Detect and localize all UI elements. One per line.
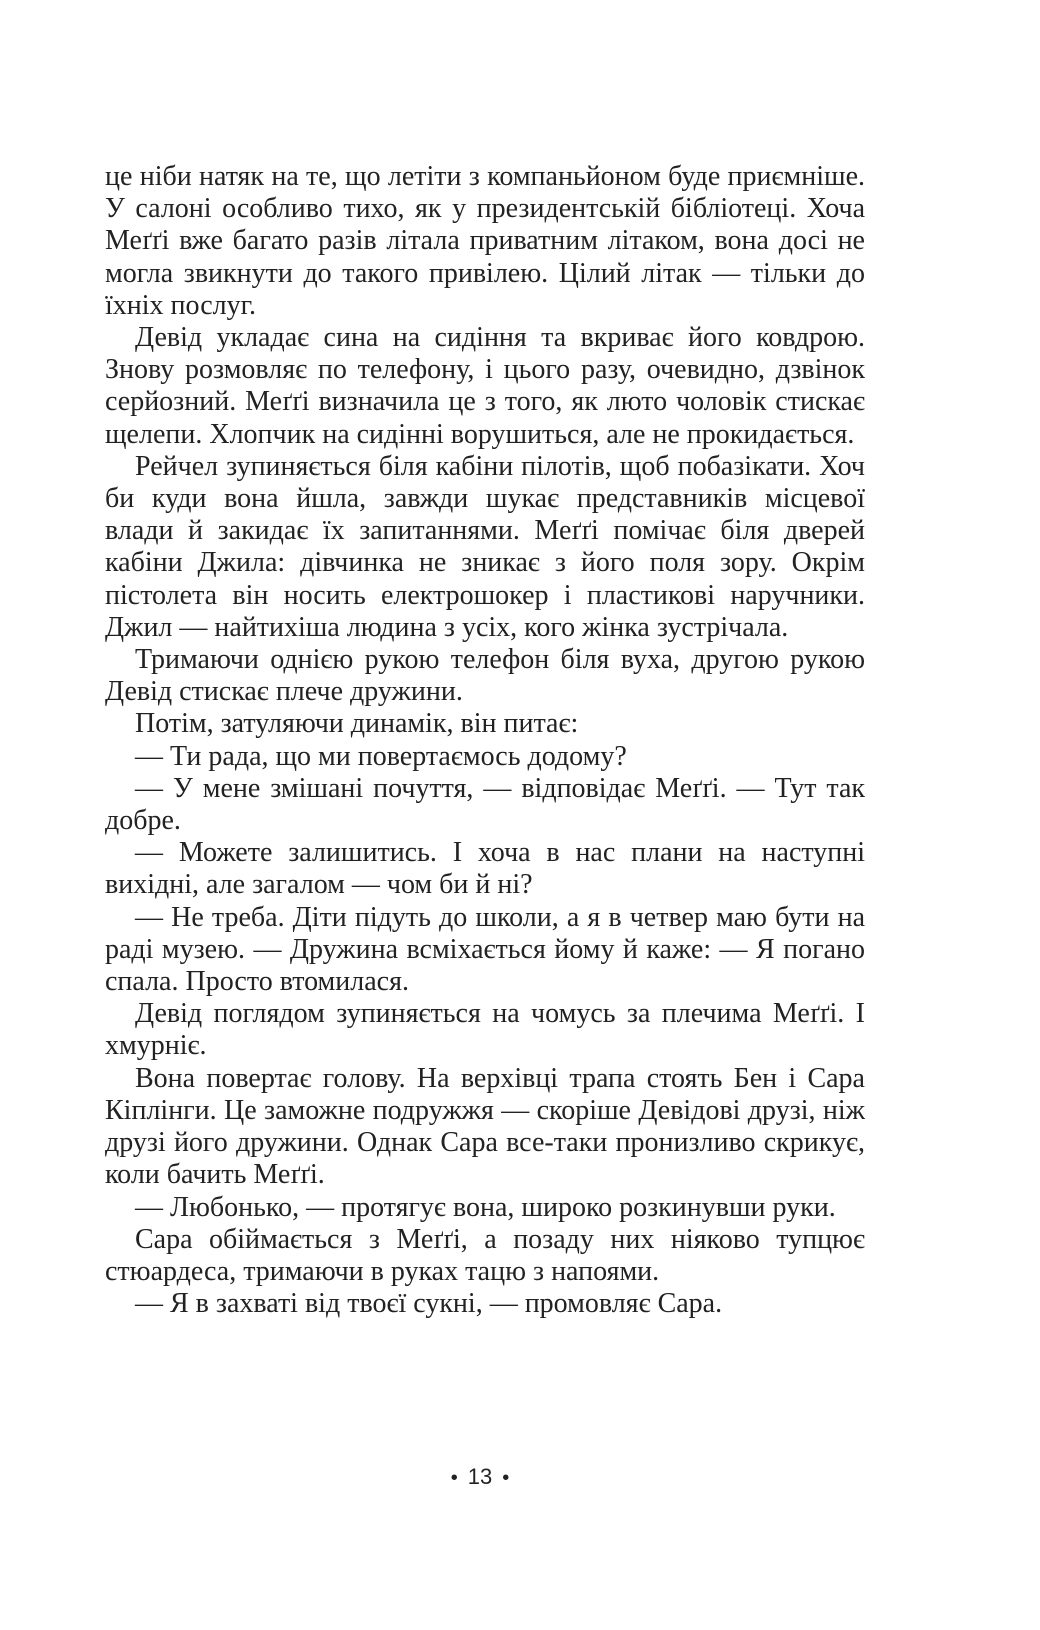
paragraph: Рейчел зупиняється біля кабіни пілотів, щоб побазікати. Хоч би куди вона йшла, завжди шукає представників місцевої влади й закидає їх запитаннями. Меґґі помічає біля дверей кабіни Джила: дівчинка не зникає з його поля зору. Окрім пістолета він носить електрошокер і пластикові наручники. Джил — найтихіша людина з усіх, кого жінка зустрічала. (105, 450, 865, 643)
bullet-right: • (502, 1467, 510, 1489)
dialogue-line: — Любонько, — протягує вона, широко розкинувши руки. (135, 1191, 836, 1223)
body-text (105, 161, 865, 1320)
paragraph: Сара обіймається з Меґґі, а позаду них ніяково тупцює стюардеса, тримаючи в руках тацю з напоями. (105, 1223, 865, 1287)
dialogue-line: — У мене змішані почуття, — відповідає Меґґі. — Тут так добре. (105, 772, 865, 837)
paragraph: Тримаючи однією рукою телефон біля вуха, другою рукою Девід стискає плече дружини. (105, 644, 865, 708)
bullet-left: • (450, 1467, 458, 1489)
paragraph: Девід укладає сина на сидіння та вкриває його ковдрою. Знову розмовляє по телефону, і цього разу, очевидно, дзвінок серйозний. Меґґі визначила це з того, як люто чоловік стискає щелепи. Хлопчик на сидінні ворушиться, але не прокидається. (105, 322, 865, 450)
paragraph: це ніби натяк на те, що летіти з компаньйоном буде приємніше. У салоні особливо тихо, як у президентській бібліотеці. Хоча Меґґі вже багато разів літала приватним літаком, вона досі не могла звикнути до такого привілею. Цілий літак — тільки до їхніх послуг. (105, 161, 865, 321)
paragraph: Потім, затуляючи динамік, він питає: (135, 708, 579, 740)
dialogue-line: — Не треба. Діти підуть до школи, а я в четвер маю бути на раді музею. — Дружина всміхається йому й каже: — Я погано спала. Просто втомилася. (105, 901, 865, 998)
dialogue-line: — Ти рада, що ми повертаємось додому? (135, 740, 627, 772)
paragraph: Девід поглядом зупиняється на чомусь за плечима Меґґі. І хмурніє. (105, 998, 865, 1062)
dialogue-line: — Можете залишитись. І хоча в нас плани на наступні вихідні, але загалом — чом би й ні? (105, 837, 865, 901)
paragraph: Вона повертає голову. На верхівці трапа стоять Бен і Сара Кіплінги. Це заможне подружжя — скоріше Девідові друзі, ніж друзі його дружини. Однак Сара все-таки пронизливо скрикує, коли бачить Меґґі. (105, 1062, 865, 1191)
page-number: 13 (467, 1464, 493, 1489)
page-number-footer (0, 1464, 960, 1490)
dialogue-line: — Я в захваті від твоєї сукні, — промовляє Сара. (135, 1288, 723, 1320)
